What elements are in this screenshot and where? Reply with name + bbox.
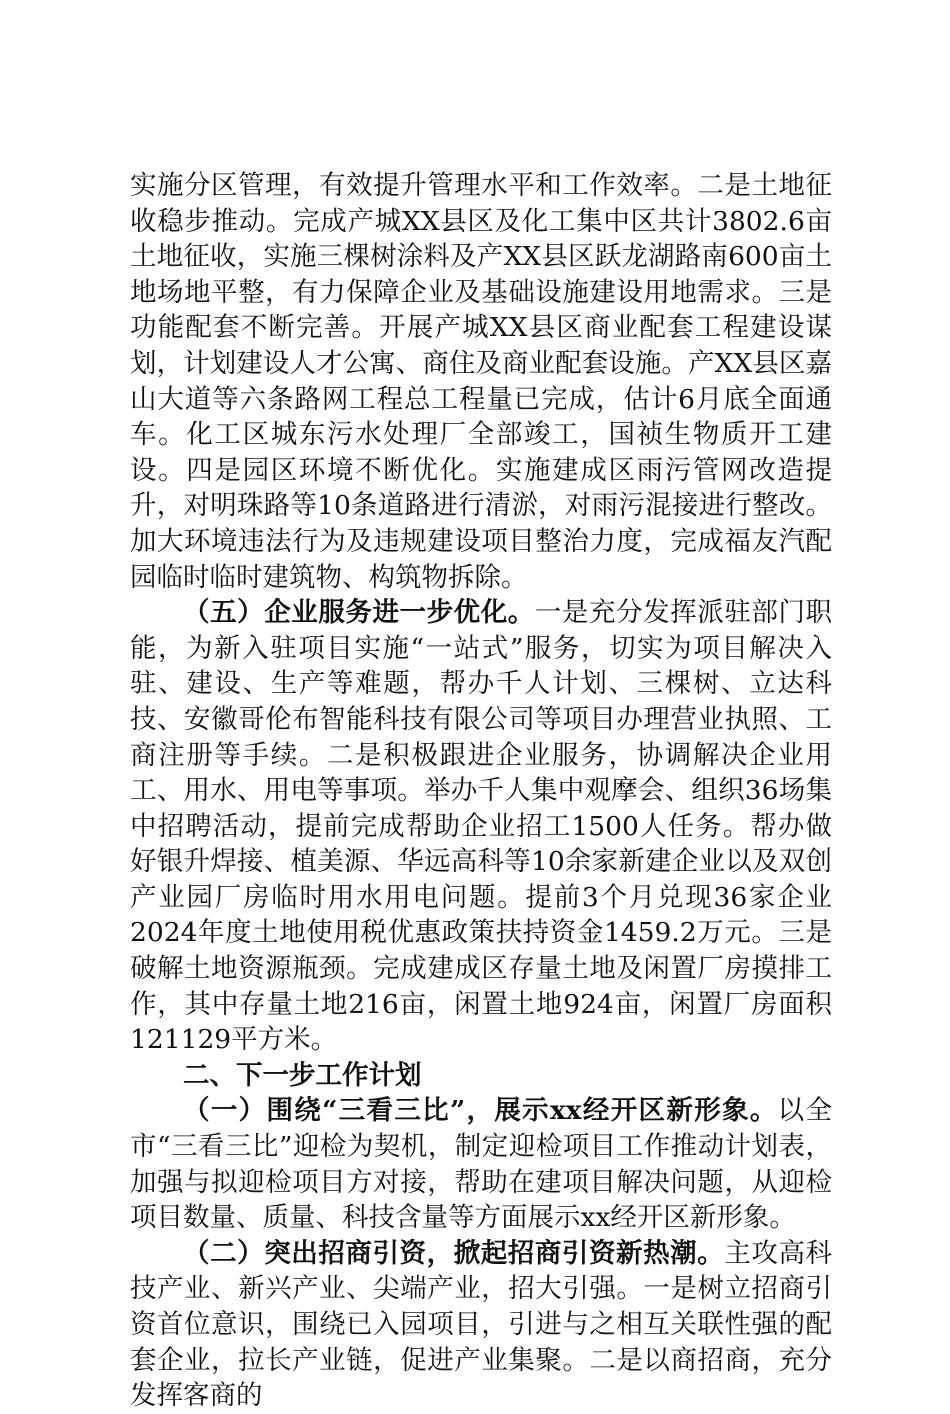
paragraph-lead: （五）企业服务进一步优化。 bbox=[183, 597, 535, 629]
paragraph-land-management bbox=[130, 168, 832, 595]
paragraph-text: 实施分区管理，有效提升管理水平和工作效率。二是土地征收稳步推动。完成产城XX县区及化工集中区共计3802.6亩土地征收，实施三棵树涂料及产XX县区跃龙湖路南600亩土地场地平整，有力保障企业及基础设施建设用地需求。三是功能配套不断完善。开展产城XX县区商业配套工程建设谋划，计划建设人才公寓、商住及商业配套设施。产XX县区嘉山大道等六条路网工程总工程量已完成，估计6月底全面通车。化工区城东污水处理厂全部竣工，国祯生物质开工建设。四是园区环境不断优化。实施建成区雨污管网改造提升，对明珠路等10条道路进行清淤，对雨污混接进行整改。加大环境违法行为及违规建设项目整治力度，完成福友汽配园临时临时建筑物、构筑物拆除。 bbox=[130, 170, 832, 593]
paragraph-text: 以全市“三看三比”迎检为契机，制定迎检项目工作推动计划表，加强与拟迎检项目方对接，帮助在建项目解决问题，从迎检项目数量、质量、科技含量等方面展示xx经开区新形象。 bbox=[130, 1095, 832, 1234]
section-heading: 二、下一步工作计划 bbox=[183, 1059, 422, 1091]
paragraph-plan-two bbox=[130, 1236, 832, 1414]
paragraph-plan-one bbox=[130, 1093, 832, 1235]
paragraph-text: 一是充分发挥派驻部门职能，为新入驻项目实施“一站式”服务，切实为项目解决入驻、建设、生产等难题，帮办千人计划、三棵树、立达科技、安徽哥伦布智能科技有限公司等项目办理营业执照、工商注册等手续。二是积极跟进企业服务，协调解决企业用工、用水、用电等事项。举办千人集中观摩会、组织36场集中招聘活动，提前完成帮助企业招工1500人任务。帮办做好银升焊接、植美源、华远高科等10余家新建企业以及双创产业园厂房临时用水用电问题。提前3个月兑现36家企业2024年度土地使用税优惠政策扶持资金1459.2万元。三是破解土地资源瓶颈。完成建成区存量土地及闲置厂房摸排工作，其中存量土地216亩，闲置土地924亩，闲置厂房面积121129平方米。 bbox=[130, 597, 833, 1056]
document-body bbox=[130, 168, 832, 1414]
paragraph-lead: （二）突出招商引资，掀起招商引资新热潮。 bbox=[183, 1237, 725, 1269]
paragraph-text: 主攻高科技产业、新兴产业、尖端产业，招大引强。一是树立招商引资首位意识，围绕已入园项目，引进与之相互关联性强的配套企业，拉长产业链，促进产业集聚。二是以商招商，充分发挥客商的 bbox=[130, 1237, 833, 1412]
paragraph-enterprise-service bbox=[130, 595, 832, 1058]
paragraph-lead: （一）围绕“三看三比”，展示xx经开区新形象。 bbox=[183, 1095, 778, 1127]
